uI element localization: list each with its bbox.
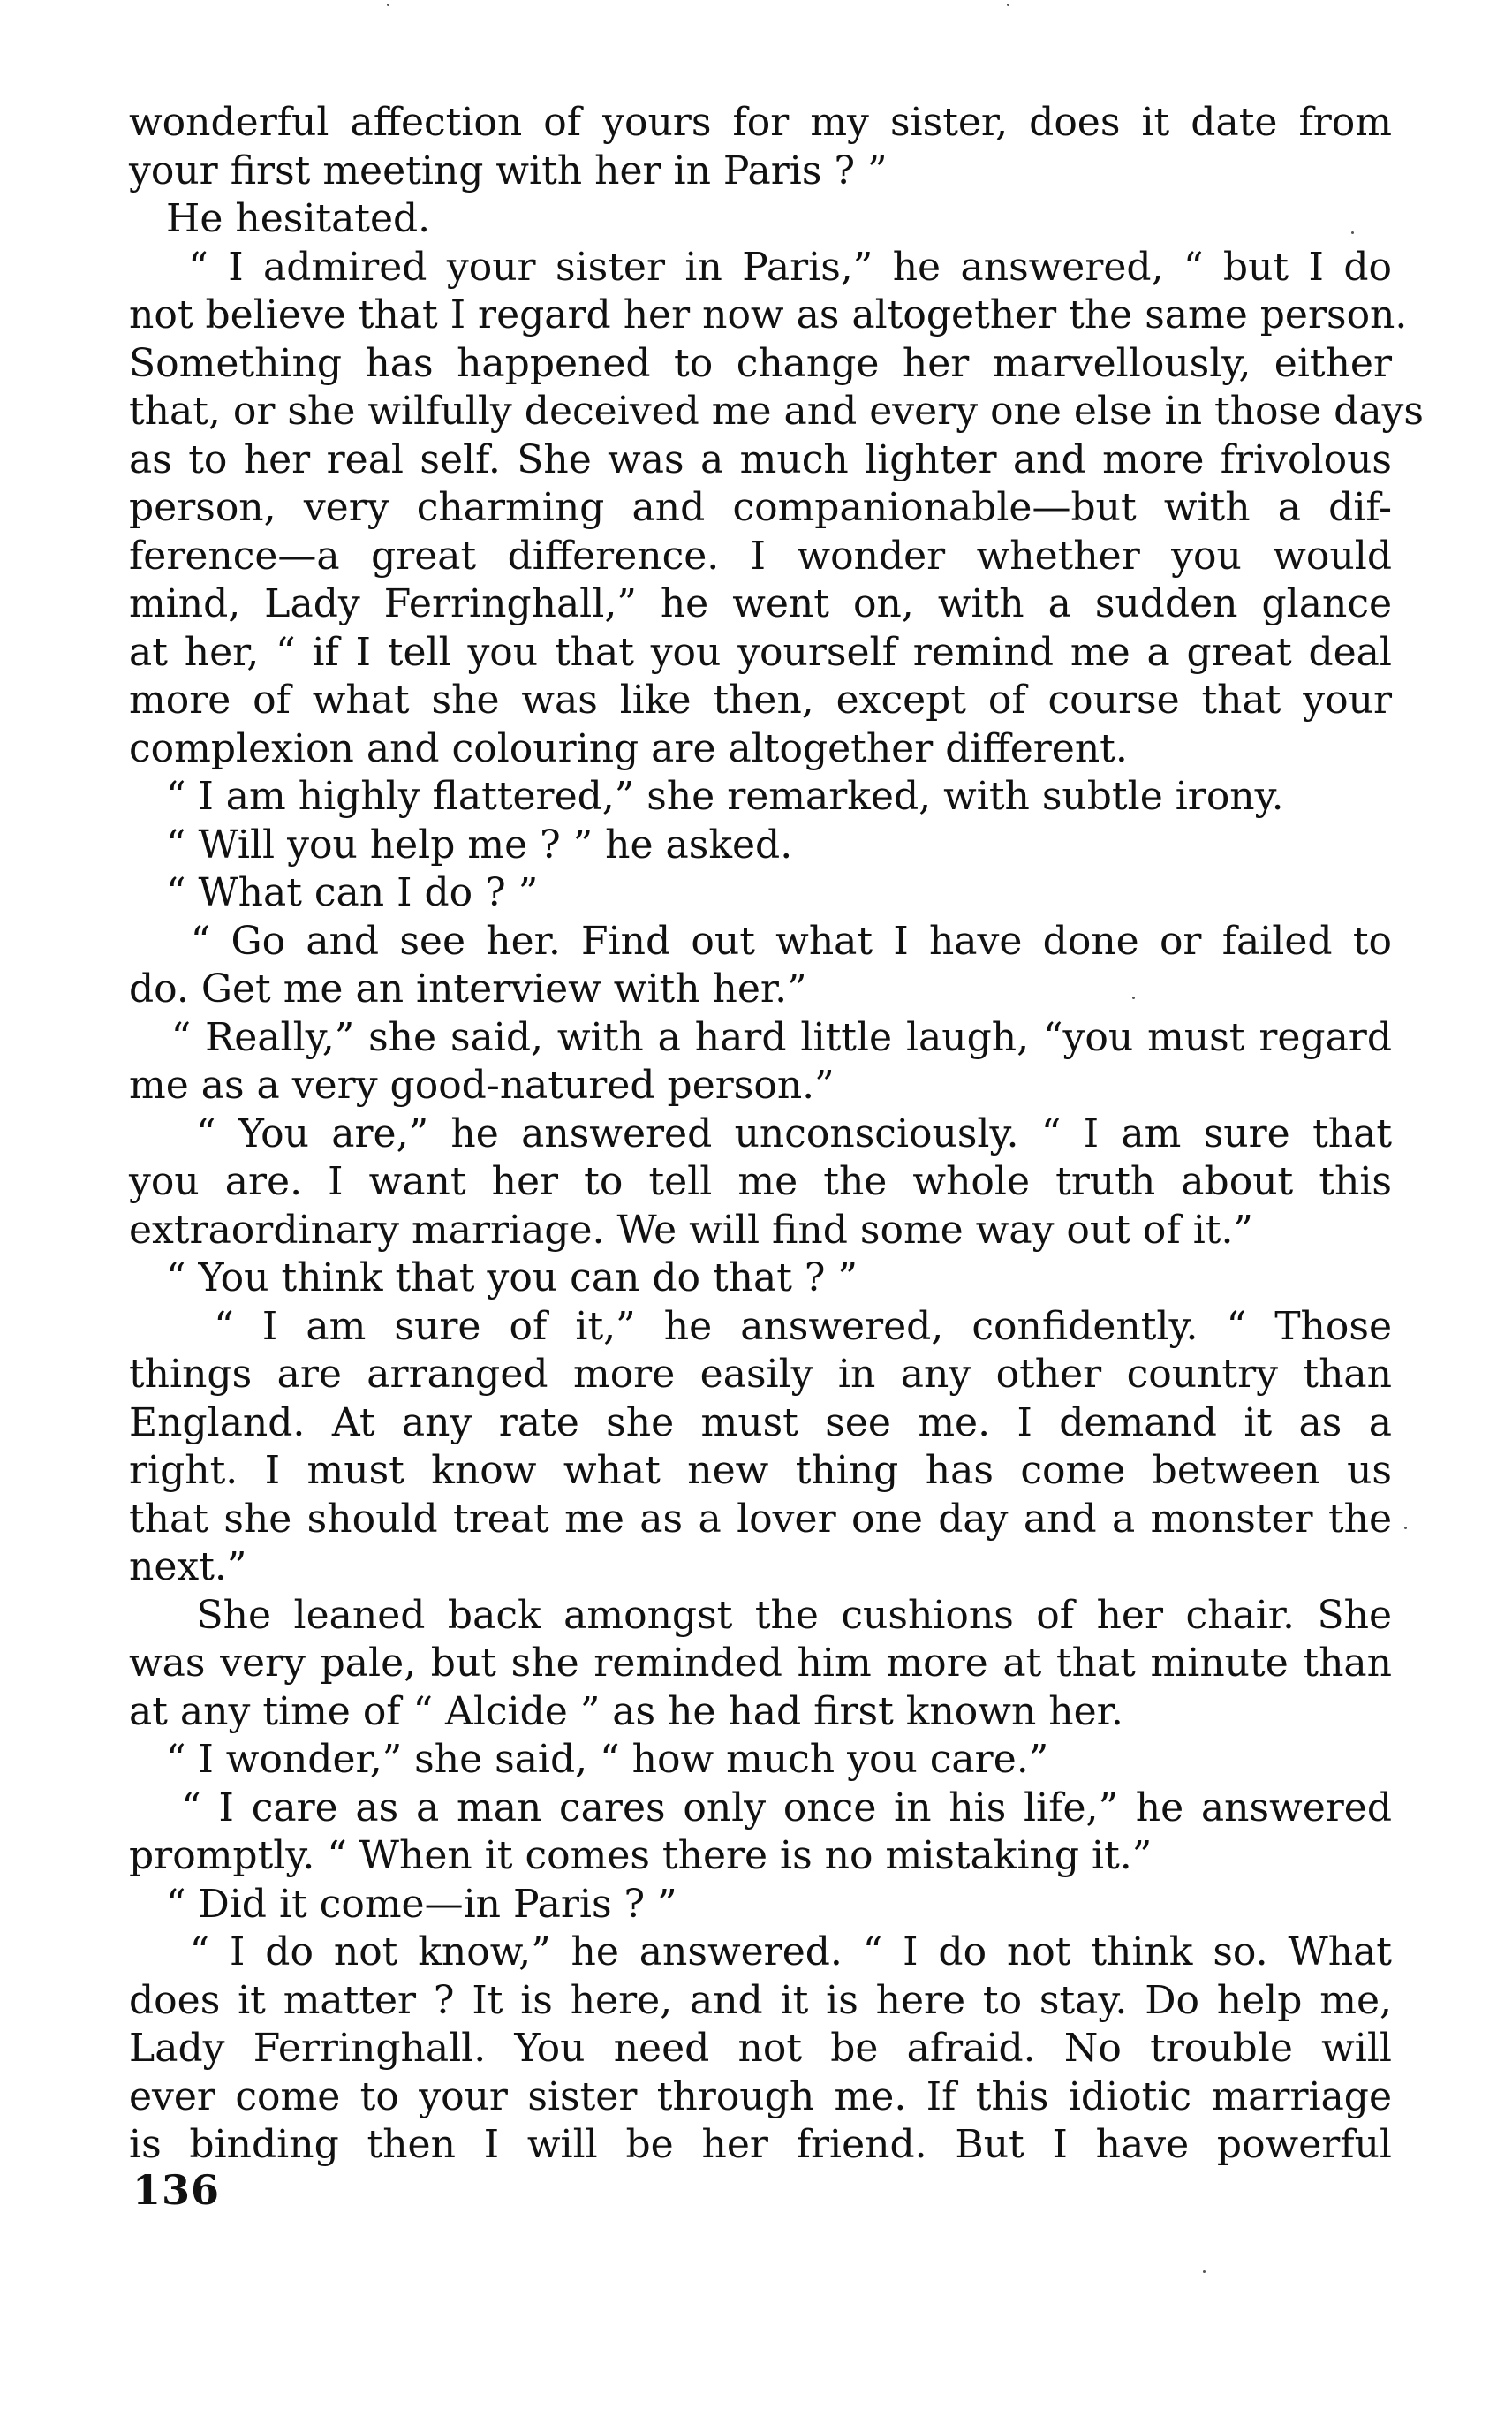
text-line: does it matter ? It is here, and it is here to stay. Do help me, xyxy=(129,1977,1392,2023)
text-line: at her, “ if I tell you that you yourself remind me a great deal xyxy=(129,629,1392,675)
text-line: extraordinary marriage. We will find some way out of it.” xyxy=(129,1207,1253,1253)
text-line: not believe that I regard her now as altogether the same person. xyxy=(129,292,1408,337)
text-line: as to her real self. She was a much lighter and more frivolous xyxy=(129,436,1392,482)
text-line: Something has happened to change her marvellously, either xyxy=(129,340,1392,386)
text-line: that, or she wilfully deceived me and every one else in those days xyxy=(129,389,1424,434)
text-line: “ Did it come—in Paris ? ” xyxy=(129,1881,677,1927)
text-line: “ I wonder,” she said, “ how much you care.” xyxy=(129,1737,1049,1782)
text-line: promptly. “ When it comes there is no mistaking it.” xyxy=(129,1833,1153,1878)
text-line: “ You are,” he answered unconsciously. “ I am sure that xyxy=(129,1110,1392,1156)
text-line: He hesitated. xyxy=(129,196,431,241)
text-line: right. I must know what new thing has come between us xyxy=(129,1448,1392,1493)
text-line: She leaned back amongst the cushions of her chair. She xyxy=(129,1592,1392,1638)
text-line: England. At any rate she must see me. I demand it as a xyxy=(129,1399,1392,1445)
scan-speck xyxy=(1007,4,1009,6)
text-line: do. Get me an interview with her.” xyxy=(129,966,807,1012)
text-line: “ I care as a man cares only once in his life,” he answered xyxy=(129,1785,1392,1830)
page-number: 136 xyxy=(132,2166,221,2214)
text-line: “ You think that you can do that ? ” xyxy=(129,1255,858,1300)
text-line: complexion and colouring are altogether different. xyxy=(129,725,1128,771)
scan-speck xyxy=(387,4,389,6)
text-line: “ I admired your sister in Paris,” he answered, “ but I do xyxy=(129,244,1392,290)
scan-speck xyxy=(1203,2270,1206,2273)
text-line: person, very charming and companionable—but with a dif- xyxy=(129,485,1392,530)
text-line: “ I am sure of it,” he answered, confidently. “ Those xyxy=(129,1303,1392,1349)
text-line: that she should treat me as a lover one day and a monster the xyxy=(129,1496,1392,1542)
text-line: Lady Ferringhall. You need not be afraid. No trouble will xyxy=(129,2026,1392,2071)
body-text xyxy=(129,99,1424,2170)
text-line: at any time of “ Alcide ” as he had first known her. xyxy=(129,1688,1123,1734)
text-line: is binding then I will be her friend. But I have powerful xyxy=(129,2122,1392,2167)
text-line: “ What can I do ? ” xyxy=(129,870,539,915)
text-line: you are. I want her to tell me the whole truth about this xyxy=(129,1159,1392,1204)
text-line: “ Really,” she said, with a hard little laugh, “you must regard xyxy=(129,1014,1392,1060)
text-line: “ I am highly flattered,” she remarked, with subtle irony. xyxy=(129,774,1284,819)
text-line: things are arranged more easily in any other country than xyxy=(129,1352,1392,1397)
text-line: ever come to your sister through me. If this idiotic marriage xyxy=(129,2073,1392,2119)
text-line: “ I do not know,” he answered. “ I do not think so. What xyxy=(129,1929,1392,1974)
text-line: was very pale, but she reminded him more at that minute than xyxy=(129,1641,1392,1686)
text-line: mind, Lady Ferringhall,” he went on, with a sudden glance xyxy=(129,581,1392,626)
scan-speck xyxy=(1404,1527,1407,1529)
scan-speck xyxy=(1132,997,1135,999)
text-line: “ Will you help me ? ” he asked. xyxy=(129,822,793,868)
text-line: ference—a great difference. I wonder whether you would xyxy=(129,533,1392,579)
text-line: “ Go and see her. Find out what I have done or failed to xyxy=(129,918,1392,964)
text-line: more of what she was like then, except of course that your xyxy=(129,678,1392,723)
text-line: wonderful affection of yours for my sister, does it date from xyxy=(129,100,1392,145)
text-line: next.” xyxy=(129,1544,247,1589)
text-line: your first meeting with her in Paris ? ” xyxy=(129,148,888,193)
text-line: me as a very good-natured person.” xyxy=(129,1063,835,1108)
scan-speck xyxy=(1351,231,1354,234)
